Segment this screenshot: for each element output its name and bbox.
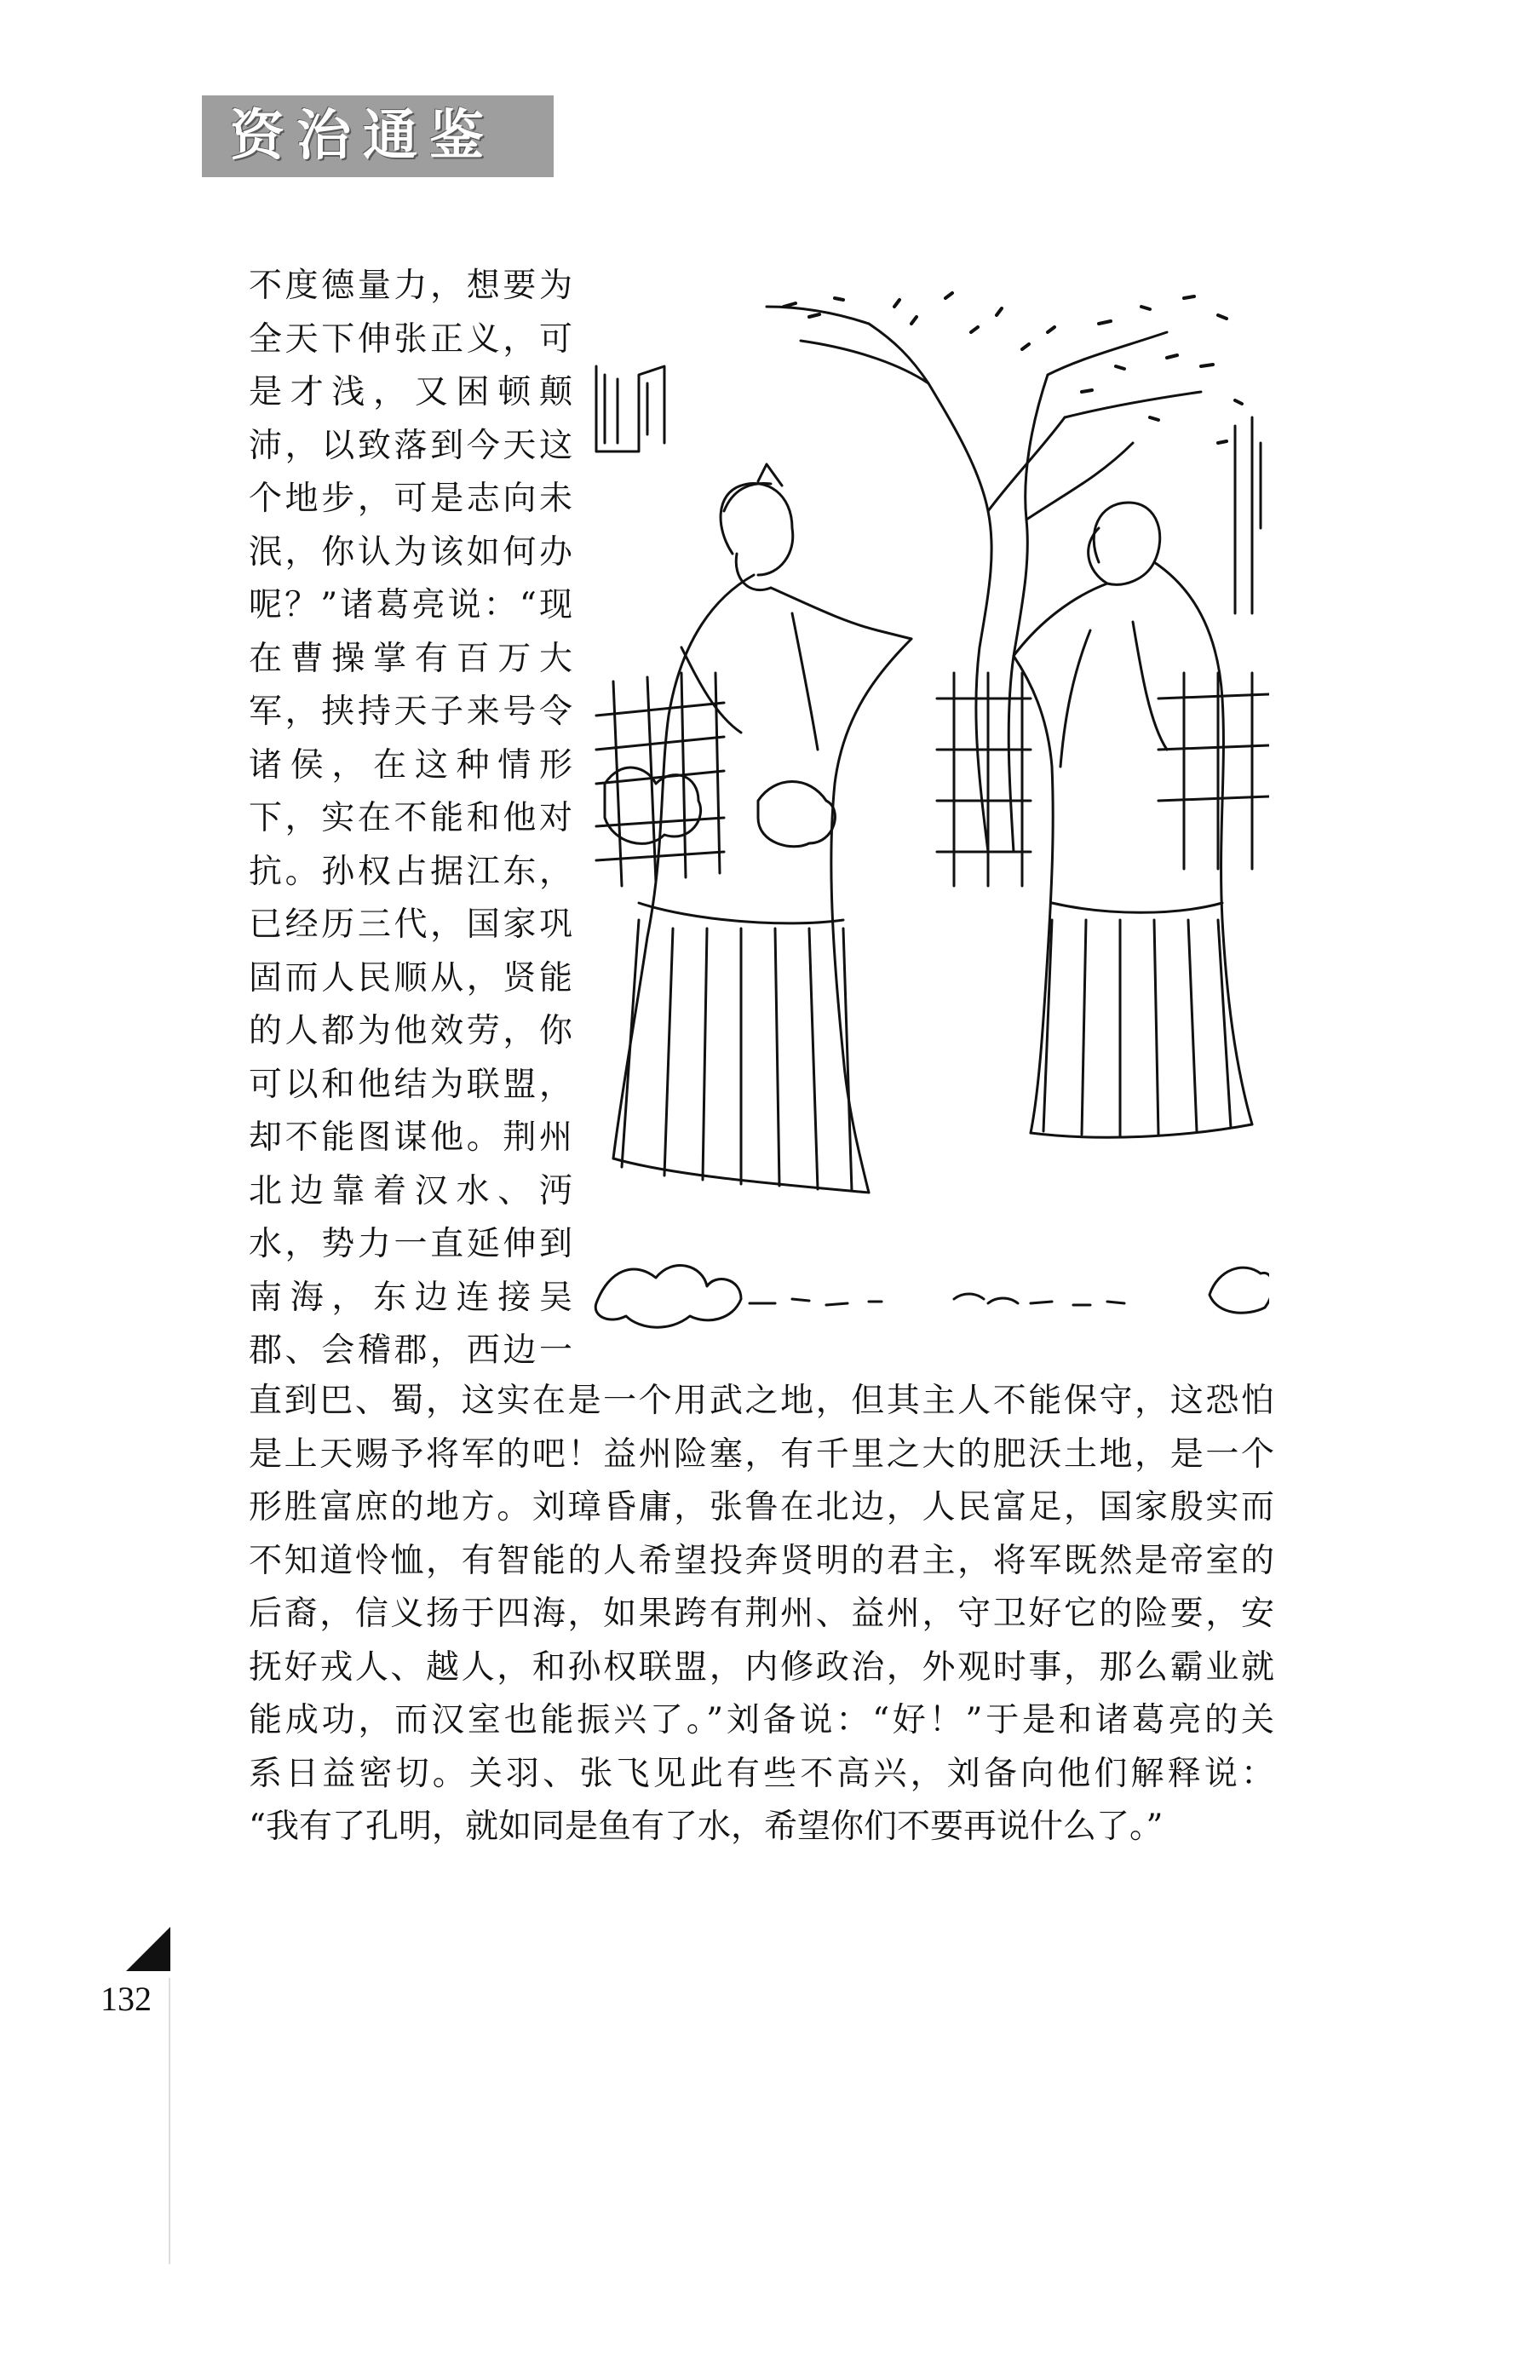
text-line: 呢？”诸葛亮说：“现 [249, 586, 572, 624]
text-line: 后裔，信义扬于四海，如果跨有荆州、益州，守卫好它的险要，安 [249, 1595, 1274, 1633]
text-line: 不知道怜恤，有智能的人希望投奔贤明的君主，将军既然是帝室的 [249, 1541, 1274, 1580]
ink-illustration [588, 273, 1269, 1337]
text-line: 直到巴、蜀，这实在是一个用武之地，但其主人不能保守，这恐怕 [249, 1382, 1274, 1420]
text-line: 是上天赐予将军的吧！益州险塞，有千里之大的肥沃土地，是一个 [249, 1434, 1274, 1474]
text-line: 沛，以致落到今天这 [249, 426, 572, 465]
text-line: 泯，你认为该如何办 [249, 532, 572, 572]
text-line: 能成功，而汉室也能振兴了。”刘备说：“好！”于是和诸葛亮的关 [249, 1701, 1274, 1739]
full-width-text [249, 1375, 1274, 1854]
text-line: 全天下伸张正义，可 [249, 319, 572, 359]
margin-rule [169, 1978, 170, 2264]
book-title: 资治通鉴 [230, 105, 496, 168]
text-line: 个地步，可是志向未 [249, 480, 572, 518]
text-line: 水，势力一直延伸到 [249, 1225, 572, 1263]
text-line: 不度德量力，想要为 [249, 267, 572, 305]
text-line: 在曹操掌有百万大 [249, 639, 572, 678]
left-text-column [249, 260, 572, 1378]
text-line: 郡、会稽郡，西边一 [249, 1331, 572, 1370]
text-line: 形胜富庶的地方。刘璋昏庸，张鲁在北边，人民富足，国家殷实而 [249, 1488, 1274, 1526]
text-line: 下，实在不能和他对 [249, 799, 572, 837]
text-line: 军，挟持天子来号令 [249, 693, 572, 731]
text-line: 系日益密切。关羽、张飞见此有些不高兴，刘备向他们解释说： [249, 1754, 1274, 1793]
text-line: 的人都为他效劳，你 [249, 1012, 572, 1050]
page-number: 132 [101, 1980, 152, 2018]
text-line: 抚好戎人、越人，和孙权联盟，内修政治，外观时事，那么霸业就 [249, 1647, 1274, 1687]
corner-triangle-icon [126, 1927, 170, 1971]
text-line: 可以和他结为联盟， [249, 1065, 572, 1104]
text-line: 是才浅，又困顿颠 [249, 373, 572, 411]
text-line: 诸侯，在这种情形 [249, 745, 572, 785]
text-line: 却不能图谋他。荆州 [249, 1118, 572, 1157]
text-line: 北边靠着汉水、沔 [249, 1171, 572, 1210]
text-line: 抗。孙权占据江东， [249, 852, 572, 891]
text-line: 固而人民顺从，贤能 [249, 958, 572, 997]
text-line: 南海，东边连接吴 [249, 1278, 572, 1317]
text-line: 已经历三代，国家巩 [249, 905, 572, 944]
text-line: “我有了孔明，就如同是鱼有了水，希望你们不要再说什么了。” [249, 1808, 1164, 1846]
